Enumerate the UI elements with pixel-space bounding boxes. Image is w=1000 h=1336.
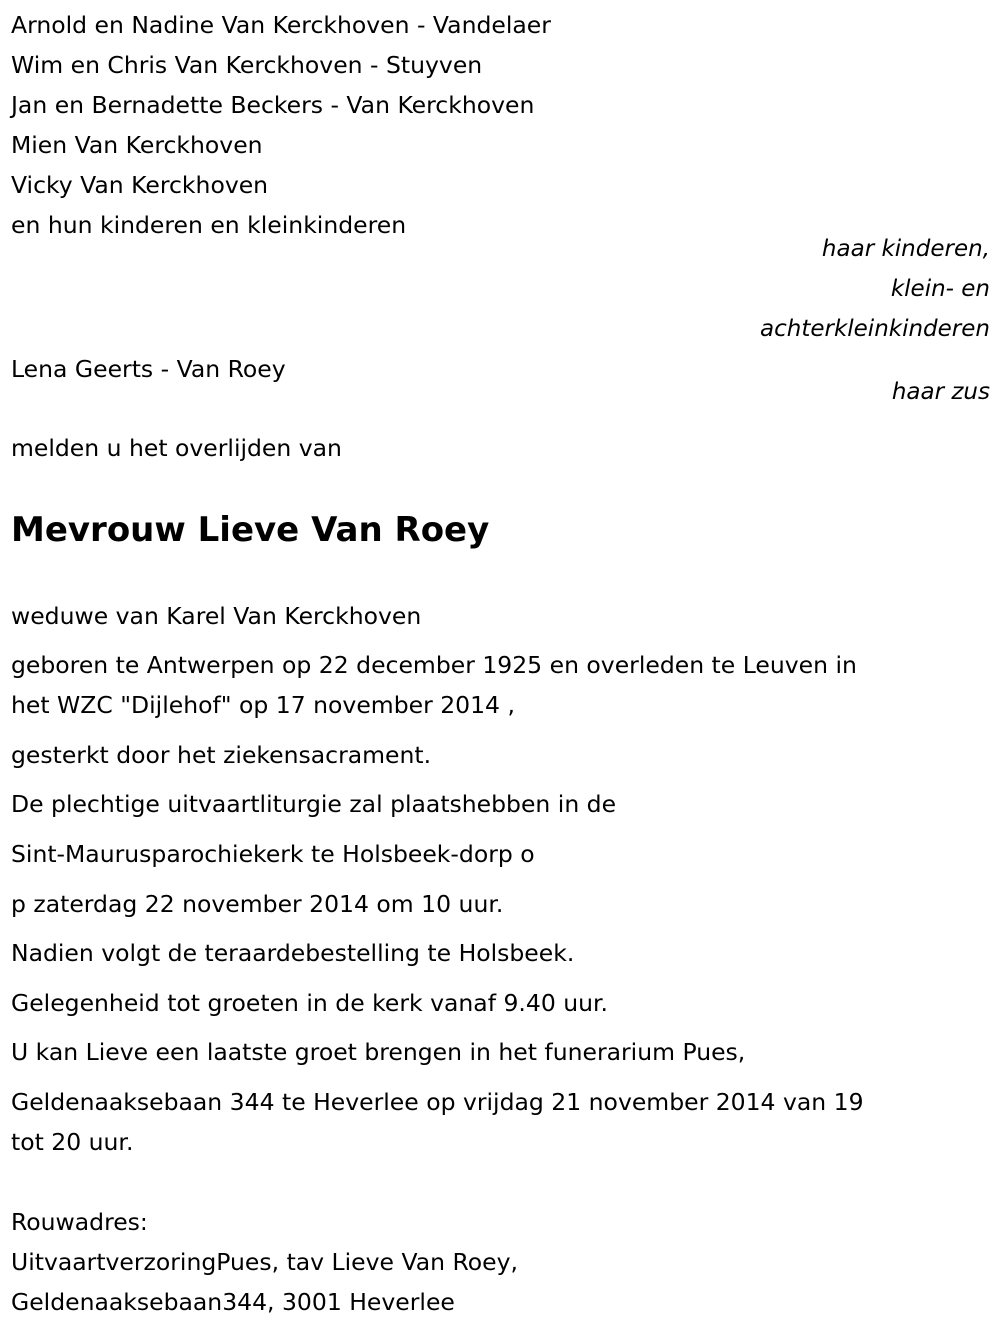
- announcement: melden u het overlijden van: [11, 434, 342, 462]
- body-line: geboren te Antwerpen op 22 december 1925 en overleden te Leuven in: [11, 651, 857, 679]
- body-line: De plechtige uitvaartliturgie zal plaatshebben in de: [11, 790, 617, 818]
- family-line: Mien Van Kerckhoven: [11, 131, 263, 159]
- family-line: Wim en Chris Van Kerckhoven - Stuyven: [11, 51, 483, 79]
- body-line: gesterkt door het ziekensacrament.: [11, 741, 432, 769]
- relation-children: haar kinderen,: [821, 236, 990, 262]
- family-line: Vicky Van Kerckhoven: [11, 171, 269, 199]
- body-line: weduwe van Karel Van Kerckhoven: [11, 602, 422, 630]
- address-label: Rouwadres:: [11, 1208, 148, 1236]
- body-line: Geldenaaksebaan 344 te Heverlee op vrijdag 21 november 2014 van 19: [11, 1088, 864, 1116]
- body-line: Gelegenheid tot groeten in de kerk vanaf 9.40 uur.: [11, 989, 609, 1017]
- sister-name: Lena Geerts - Van Roey: [11, 355, 286, 383]
- body-line: tot 20 uur.: [11, 1128, 134, 1156]
- relation-children: klein- en: [890, 276, 990, 302]
- deceased-name: Mevrouw Lieve Van Roey: [11, 510, 490, 550]
- family-line: en hun kinderen en kleinkinderen: [11, 211, 407, 239]
- relation-children: achterkleinkinderen: [760, 316, 990, 342]
- address-line: UitvaartverzoringPues, tav Lieve Van Roey,: [11, 1248, 518, 1276]
- body-line: het WZC "Dijlehof" op 17 november 2014 ,: [11, 691, 515, 719]
- relation-sister: haar zus: [891, 379, 990, 405]
- address-line: Geldenaaksebaan344, 3001 Heverlee: [11, 1288, 455, 1316]
- family-line: Arnold en Nadine Van Kerckhoven - Vandelaer: [11, 11, 551, 39]
- body-line: Nadien volgt de teraardebestelling te Holsbeek.: [11, 939, 575, 967]
- family-line: Jan en Bernadette Beckers - Van Kerckhoven: [11, 91, 535, 119]
- body-line: U kan Lieve een laatste groet brengen in het funerarium Pues,: [11, 1038, 746, 1066]
- body-line: p zaterdag 22 november 2014 om 10 uur.: [11, 890, 504, 918]
- body-line: Sint-Maurusparochiekerk te Holsbeek-dorp o: [11, 840, 535, 868]
